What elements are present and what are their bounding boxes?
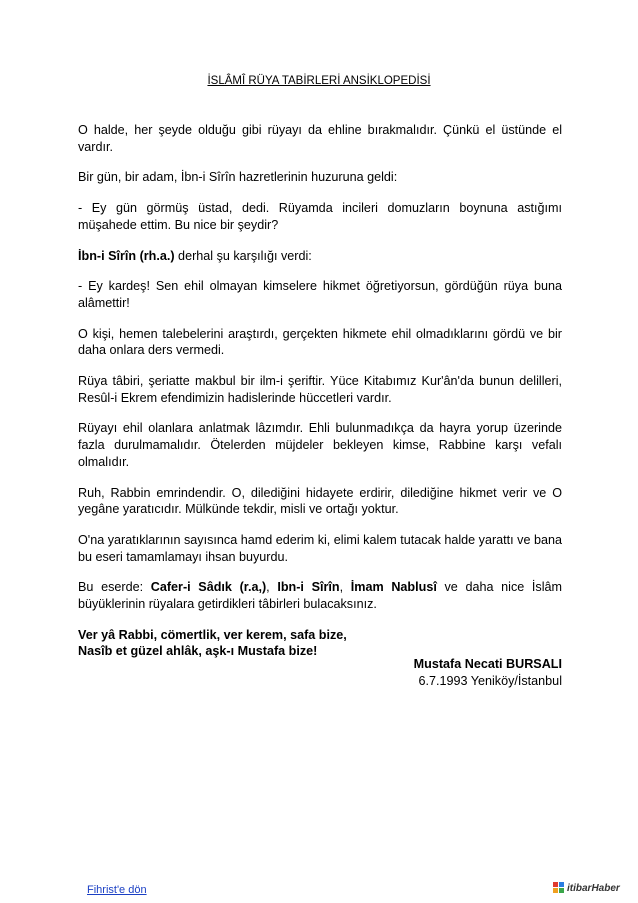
date-place: 6.7.1993 Yeniköy/İstanbul xyxy=(418,673,562,688)
paragraph-5: - Ey kardeş! Sen ehil olmayan kimselere hikmet öğretiyorsun, gördüğün rüya buna alâmettir! xyxy=(78,279,562,310)
paragraph-4-text: derhal şu karşılığı verdi: xyxy=(174,248,312,263)
logo-mark-icon xyxy=(553,882,565,894)
page-title: İSLÂMÎ RÜYA TABİRLERİ ANSİKLOPEDİSİ xyxy=(207,75,431,87)
separator-2: , xyxy=(339,580,351,595)
itibarhaber-logo xyxy=(553,882,620,894)
paragraph-3: - Ey gün görmüş üstad, dedi. Rüyamda incileri domuzların boynuna astığımı müşahede ettim. Bu nice bir şeydir? xyxy=(78,201,562,232)
verse-line-1: Ver yâ Rabbi, cömertlik, ver kerem, safa bize, xyxy=(78,627,347,642)
source-name-1: Cafer-i Sâdık (r.a,) xyxy=(150,580,267,595)
paragraph-10: O'na yaratıklarının sayısınca hamd ederim ki, elimi kalem tutacak halde yarattı ve bana bu eseri tamamlamayı ihsan buyurdu. xyxy=(78,532,562,564)
source-name-3: İmam Nablusî xyxy=(350,580,437,595)
paragraph-8: Rüyayı ehil olanlara anlatmak lâzımdır. Ehli bulunmadıkça da hayra yorup üzerinde fazla durulmamalıdır. Ötelerden müjdeler bekleyen kimse, Rabbine karşı vefalı olmalıdır. xyxy=(78,421,562,469)
paragraph-2: Bir gün, bir adam, İbn-i Sîrîn hazretlerinin huzuruna geldi: xyxy=(78,170,398,185)
ibn-sirin-name: İbn-i Sîrîn (rh.a.) xyxy=(78,248,175,263)
signature-block xyxy=(414,656,562,689)
verse-line-2: Nasîb et güzel ahlâk, aşk-ı Mustafa bize! xyxy=(78,644,318,659)
paragraph-11 xyxy=(78,579,562,612)
separator-1: , xyxy=(266,580,278,595)
author-name: Mustafa Necati BURSALI xyxy=(413,657,562,671)
paragraph-11-intro: Bu eserde: xyxy=(78,580,151,595)
paragraph-6: O kişi, hemen talebelerini araştırdı, gerçekten hikmete ehil olmadıklarını gördü ve bir daha onlara ders vermedi. xyxy=(78,326,562,358)
source-name-2: Ibn-i Sîrîn xyxy=(277,580,340,595)
paragraph-11-rest: ve daha nice İslâm büyüklerinin rüyalara getirdikleri tâbirleri bulacaksınız. xyxy=(78,580,562,612)
paragraph-7: Rüya tâbiri, şeriatte makbul bir ilm-i şeriftir. Yüce Kitabımız Kur'ân'da bunun delilleri, Resûl-i Ekrem efendimizin hadislerinde hüccetleri vardır. xyxy=(78,374,562,405)
logo-text: itibarHaber xyxy=(567,882,620,894)
paragraph-9: Ruh, Rabbin emrindendir. O, dilediğini hidayete erdirir, dilediğine hikmet verir ve O yegâne yaratıcıdır. Mülkünde tekdir, misli ve ortağı yoktur. xyxy=(78,485,562,517)
back-to-index-link[interactable]: Fihrist'e dön xyxy=(87,884,147,896)
paragraph-1: O halde, her şeyde olduğu gibi rüyayı da ehline bırakmalıdır. Çünkü el üstünde el vardır. xyxy=(78,123,562,154)
document-body xyxy=(78,122,562,674)
paragraph-4 xyxy=(78,248,562,265)
